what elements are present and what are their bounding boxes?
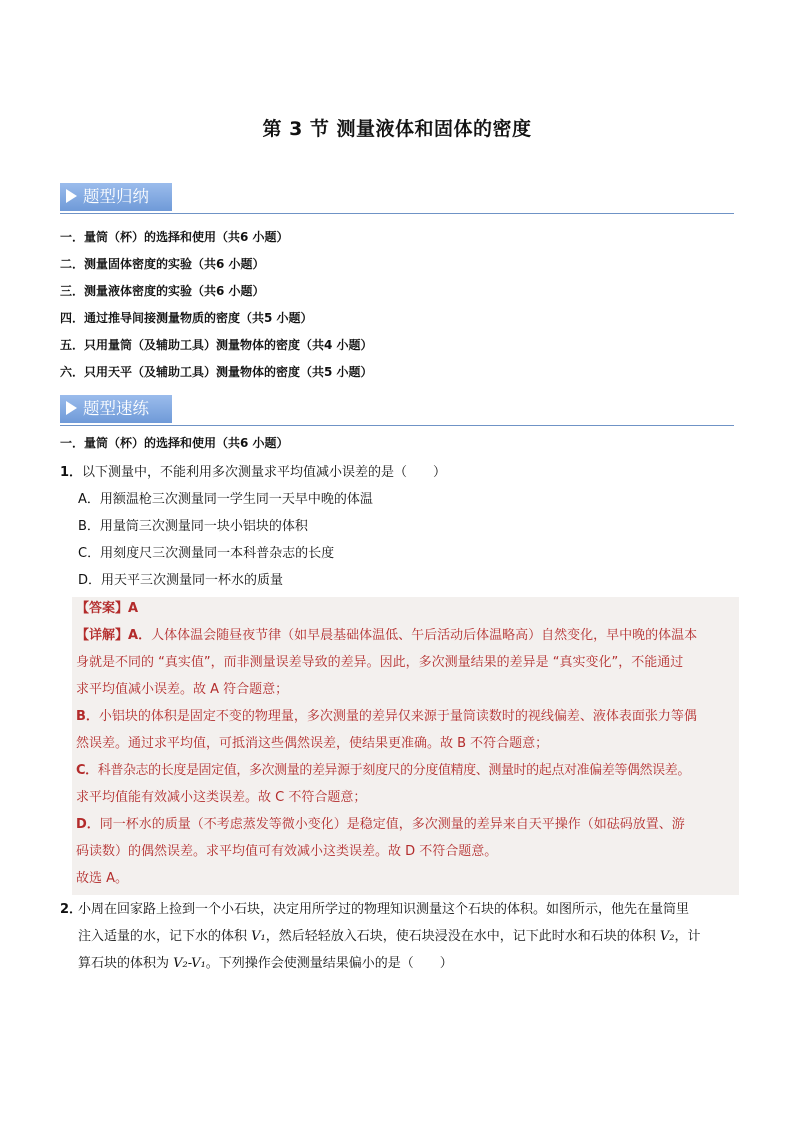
answer-line bbox=[76, 595, 740, 622]
detail-line bbox=[76, 730, 740, 757]
variable-v2: V₂ bbox=[659, 929, 675, 944]
detail-line bbox=[76, 676, 740, 703]
subsection-heading: 一．量筒（杯）的选择和使用（共6 小题） bbox=[60, 436, 289, 450]
detail-letter: D． bbox=[76, 817, 100, 832]
question-number: 1． bbox=[60, 465, 83, 480]
detail-tag: 【详解】 bbox=[76, 628, 129, 643]
option-d: D．用天平三次测量同一杯水的质量 bbox=[78, 573, 284, 588]
volume-expression: V₂-V₁ bbox=[173, 956, 206, 971]
answer-tag: 【答案】 bbox=[76, 601, 129, 616]
question-2-line bbox=[60, 925, 740, 952]
question-text: 注入适量的水，记下水的体积 bbox=[78, 929, 252, 944]
detail-text: 故选 A。 bbox=[76, 871, 129, 886]
detail-text: 求平均值减小误差。故 A 符合题意； bbox=[76, 682, 289, 697]
section-label: 题型归纳 bbox=[83, 187, 149, 206]
detail-letter: A． bbox=[128, 628, 152, 643]
answer-section bbox=[76, 595, 740, 892]
detail-letter: C． bbox=[76, 763, 98, 778]
question-2-line bbox=[60, 898, 740, 925]
toc-item: 二．测量固体密度的实验（共6 小题） bbox=[60, 257, 265, 271]
section-tab bbox=[60, 395, 172, 423]
detail-line bbox=[76, 703, 740, 730]
detail-text: 然误差。通过求平均值，可抵消这些偶然误差，使结果更准确。故 B 不符合题意； bbox=[76, 736, 549, 751]
page-title: 第 3 节 测量液体和固体的密度 bbox=[262, 118, 532, 140]
detail-line bbox=[76, 865, 740, 892]
arrow-right-icon bbox=[66, 401, 77, 415]
toc-item: 六．只用天平（及辅助工具）测量物体的密度（共5 小题） bbox=[60, 365, 373, 379]
toc-list bbox=[60, 224, 740, 386]
variable-v1: V₁ bbox=[251, 929, 266, 944]
detail-line bbox=[76, 757, 740, 784]
detail-text: 码读数）的偶然误差。求平均值可有效减小这类误差。故 D 不符合题意。 bbox=[76, 844, 498, 859]
arrow-right-icon bbox=[66, 189, 77, 203]
option-c: C．用刻度尺三次测量同一本科普杂志的长度 bbox=[78, 546, 335, 561]
detail-line bbox=[76, 649, 740, 676]
question-text: 小周在回家路上捡到一个小石块，决定用所学过的物理知识测量这个石块的体积。如图所示，他先在量筒里 bbox=[78, 902, 690, 917]
detail-text: 科普杂志的长度是固定值，多次测量的差异源于刻度尺的分度值精度、测量时的起点对准偏差等偶然误差。 bbox=[97, 763, 690, 778]
question-2-line bbox=[60, 952, 740, 979]
question-2 bbox=[60, 898, 740, 979]
question-1-options bbox=[78, 486, 738, 594]
question-text: ，然后轻轻放入石块，使石块浸没在水中，记下此时水和石块的体积 bbox=[265, 929, 660, 944]
detail-text: 人体体温会随昼夜节律（如早晨基础体温低、午后活动后体温略高）自然变化，早中晚的体温本 bbox=[151, 628, 698, 643]
detail-text: 小铝块的体积是固定不变的物理量，多次测量的差异仅来源于量筒读数时的视线偏差、液体表面张力等偶 bbox=[98, 709, 697, 724]
detail-text: 身就是不同的 “真实值”，而非测量误差导致的差异。因此，多次测量结果的差异是 “真实变化”，不能通过 bbox=[76, 655, 684, 670]
section-label: 题型速练 bbox=[83, 399, 149, 418]
detail-text: 求平均值能有效减小这类误差。故 C 不符合题意； bbox=[76, 790, 367, 805]
detail-letter: B． bbox=[76, 709, 99, 724]
answer-value: A bbox=[128, 601, 139, 616]
question-text: 算石块的体积为 bbox=[78, 956, 174, 971]
detail-line bbox=[76, 622, 740, 649]
toc-item: 一．量筒（杯）的选择和使用（共6 小题） bbox=[60, 230, 289, 244]
detail-line bbox=[76, 784, 740, 811]
option-b: B．用量筒三次测量同一块小铝块的体积 bbox=[78, 519, 308, 534]
toc-item: 五．只用量筒（及辅助工具）测量物体的密度（共4 小题） bbox=[60, 338, 373, 352]
section-tab bbox=[60, 183, 172, 211]
section-header-practice bbox=[60, 395, 734, 426]
toc-item: 三．测量液体密度的实验（共6 小题） bbox=[60, 284, 265, 298]
question-1-stem bbox=[60, 459, 740, 486]
detail-line bbox=[76, 838, 740, 865]
question-text: ，计 bbox=[674, 929, 701, 944]
option-a: A．用额温枪三次测量同一学生同一天早中晚的体温 bbox=[78, 492, 373, 507]
toc-item: 四．通过推导间接测量物质的密度（共5 小题） bbox=[60, 311, 313, 325]
question-number: 2． bbox=[60, 902, 83, 917]
detail-text: 同一杯水的质量（不考虑蒸发等微小变化）是稳定值，多次测量的差异来自天平操作（如砝码放置、游 bbox=[99, 817, 685, 832]
detail-line bbox=[76, 811, 740, 838]
section-header-summary bbox=[60, 183, 734, 214]
question-text: 以下测量中，不能利用多次测量求平均值减小误差的是（ ） bbox=[82, 465, 447, 480]
question-text: 。下列操作会使测量结果偏小的是（ ） bbox=[205, 956, 453, 971]
